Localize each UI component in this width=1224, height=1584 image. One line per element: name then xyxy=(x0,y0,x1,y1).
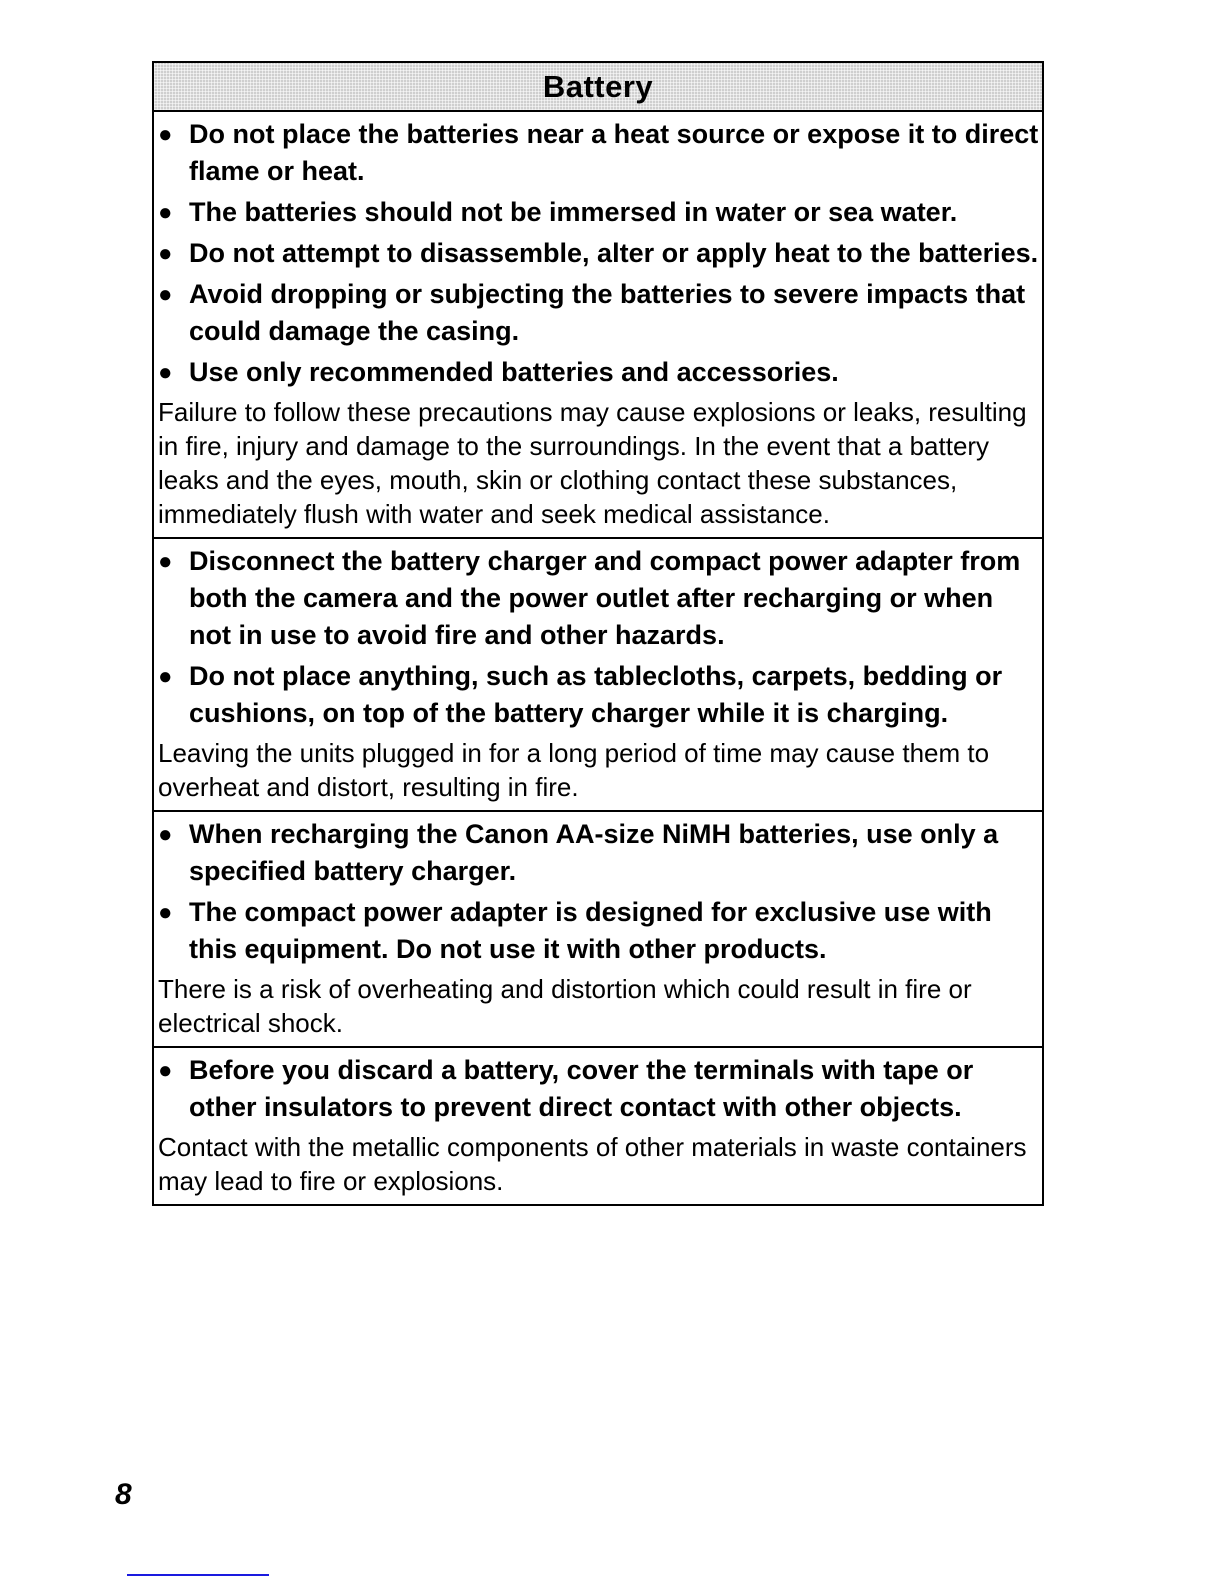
bullet-icon: ● xyxy=(158,359,173,386)
bullet-icon: ● xyxy=(158,121,173,148)
bullet-icon: ● xyxy=(158,548,173,575)
warning-section-1 xyxy=(154,112,1042,539)
warning-item: ● Do not place anything, such as tablecloths, carpets, bedding or cushions, on top of the battery charger while it is charging. xyxy=(158,658,1042,732)
bullet-icon: ● xyxy=(158,899,173,926)
warning-item: ● When recharging the Canon AA-size NiMH batteries, use only a specified battery charger. xyxy=(158,816,1042,890)
warning-note: Leaving the units plugged in for a long period of time may cause them to overheat and distort, resulting in fire. xyxy=(158,738,990,802)
bullet-icon: ● xyxy=(158,821,173,848)
warning-item: ● Before you discard a battery, cover the terminals with tape or other insulators to prevent direct contact with other objects. xyxy=(158,1052,1042,1126)
footer-rule xyxy=(127,1574,269,1576)
warning-item: ● The batteries should not be immersed in water or sea water. xyxy=(158,194,1042,231)
bullet-icon: ● xyxy=(158,1057,173,1084)
warning-note: Contact with the metallic components of other materials in waste containers may lead to fire or explosions. xyxy=(158,1132,1027,1196)
bullet-icon: ● xyxy=(158,199,173,226)
warning-item: ● Disconnect the battery charger and compact power adapter from both the camera and the power outlet after recharging or when not in use to avoid fire and other hazards. xyxy=(158,543,1042,654)
warning-item: ● Do not place the batteries near a heat source or expose it to direct flame or heat. xyxy=(158,116,1042,190)
section-title: Battery xyxy=(542,68,654,104)
bullet-icon: ● xyxy=(158,663,173,690)
bullet-icon: ● xyxy=(158,281,173,308)
bullet-icon: ● xyxy=(158,240,173,267)
battery-warning-box xyxy=(152,61,1044,1206)
warning-item: ● The compact power adapter is designed for exclusive use with this equipment. Do not use it with other products. xyxy=(158,894,1042,968)
warning-note: There is a risk of overheating and distortion which could result in fire or electrical shock. xyxy=(158,974,972,1038)
warning-item: ● Use only recommended batteries and accessories. xyxy=(158,354,1042,391)
warning-item: ● Do not attempt to disassemble, alter or apply heat to the batteries. xyxy=(158,235,1042,272)
warning-item: ● Avoid dropping or subjecting the batteries to severe impacts that could damage the casing. xyxy=(158,276,1042,350)
warning-note: Failure to follow these precautions may cause explosions or leaks, resulting in fire, injury and damage to the surroundings. In the event that a battery leaks and the eyes, mouth, skin or clothing contact these substances, immediately flush with water and seek medical assistance. xyxy=(158,397,1027,529)
section-title-bar xyxy=(154,63,1042,112)
warning-section-4 xyxy=(154,1048,1042,1204)
page-number: 8 xyxy=(115,1478,132,1511)
warning-section-3 xyxy=(154,812,1042,1048)
warning-section-2 xyxy=(154,539,1042,812)
